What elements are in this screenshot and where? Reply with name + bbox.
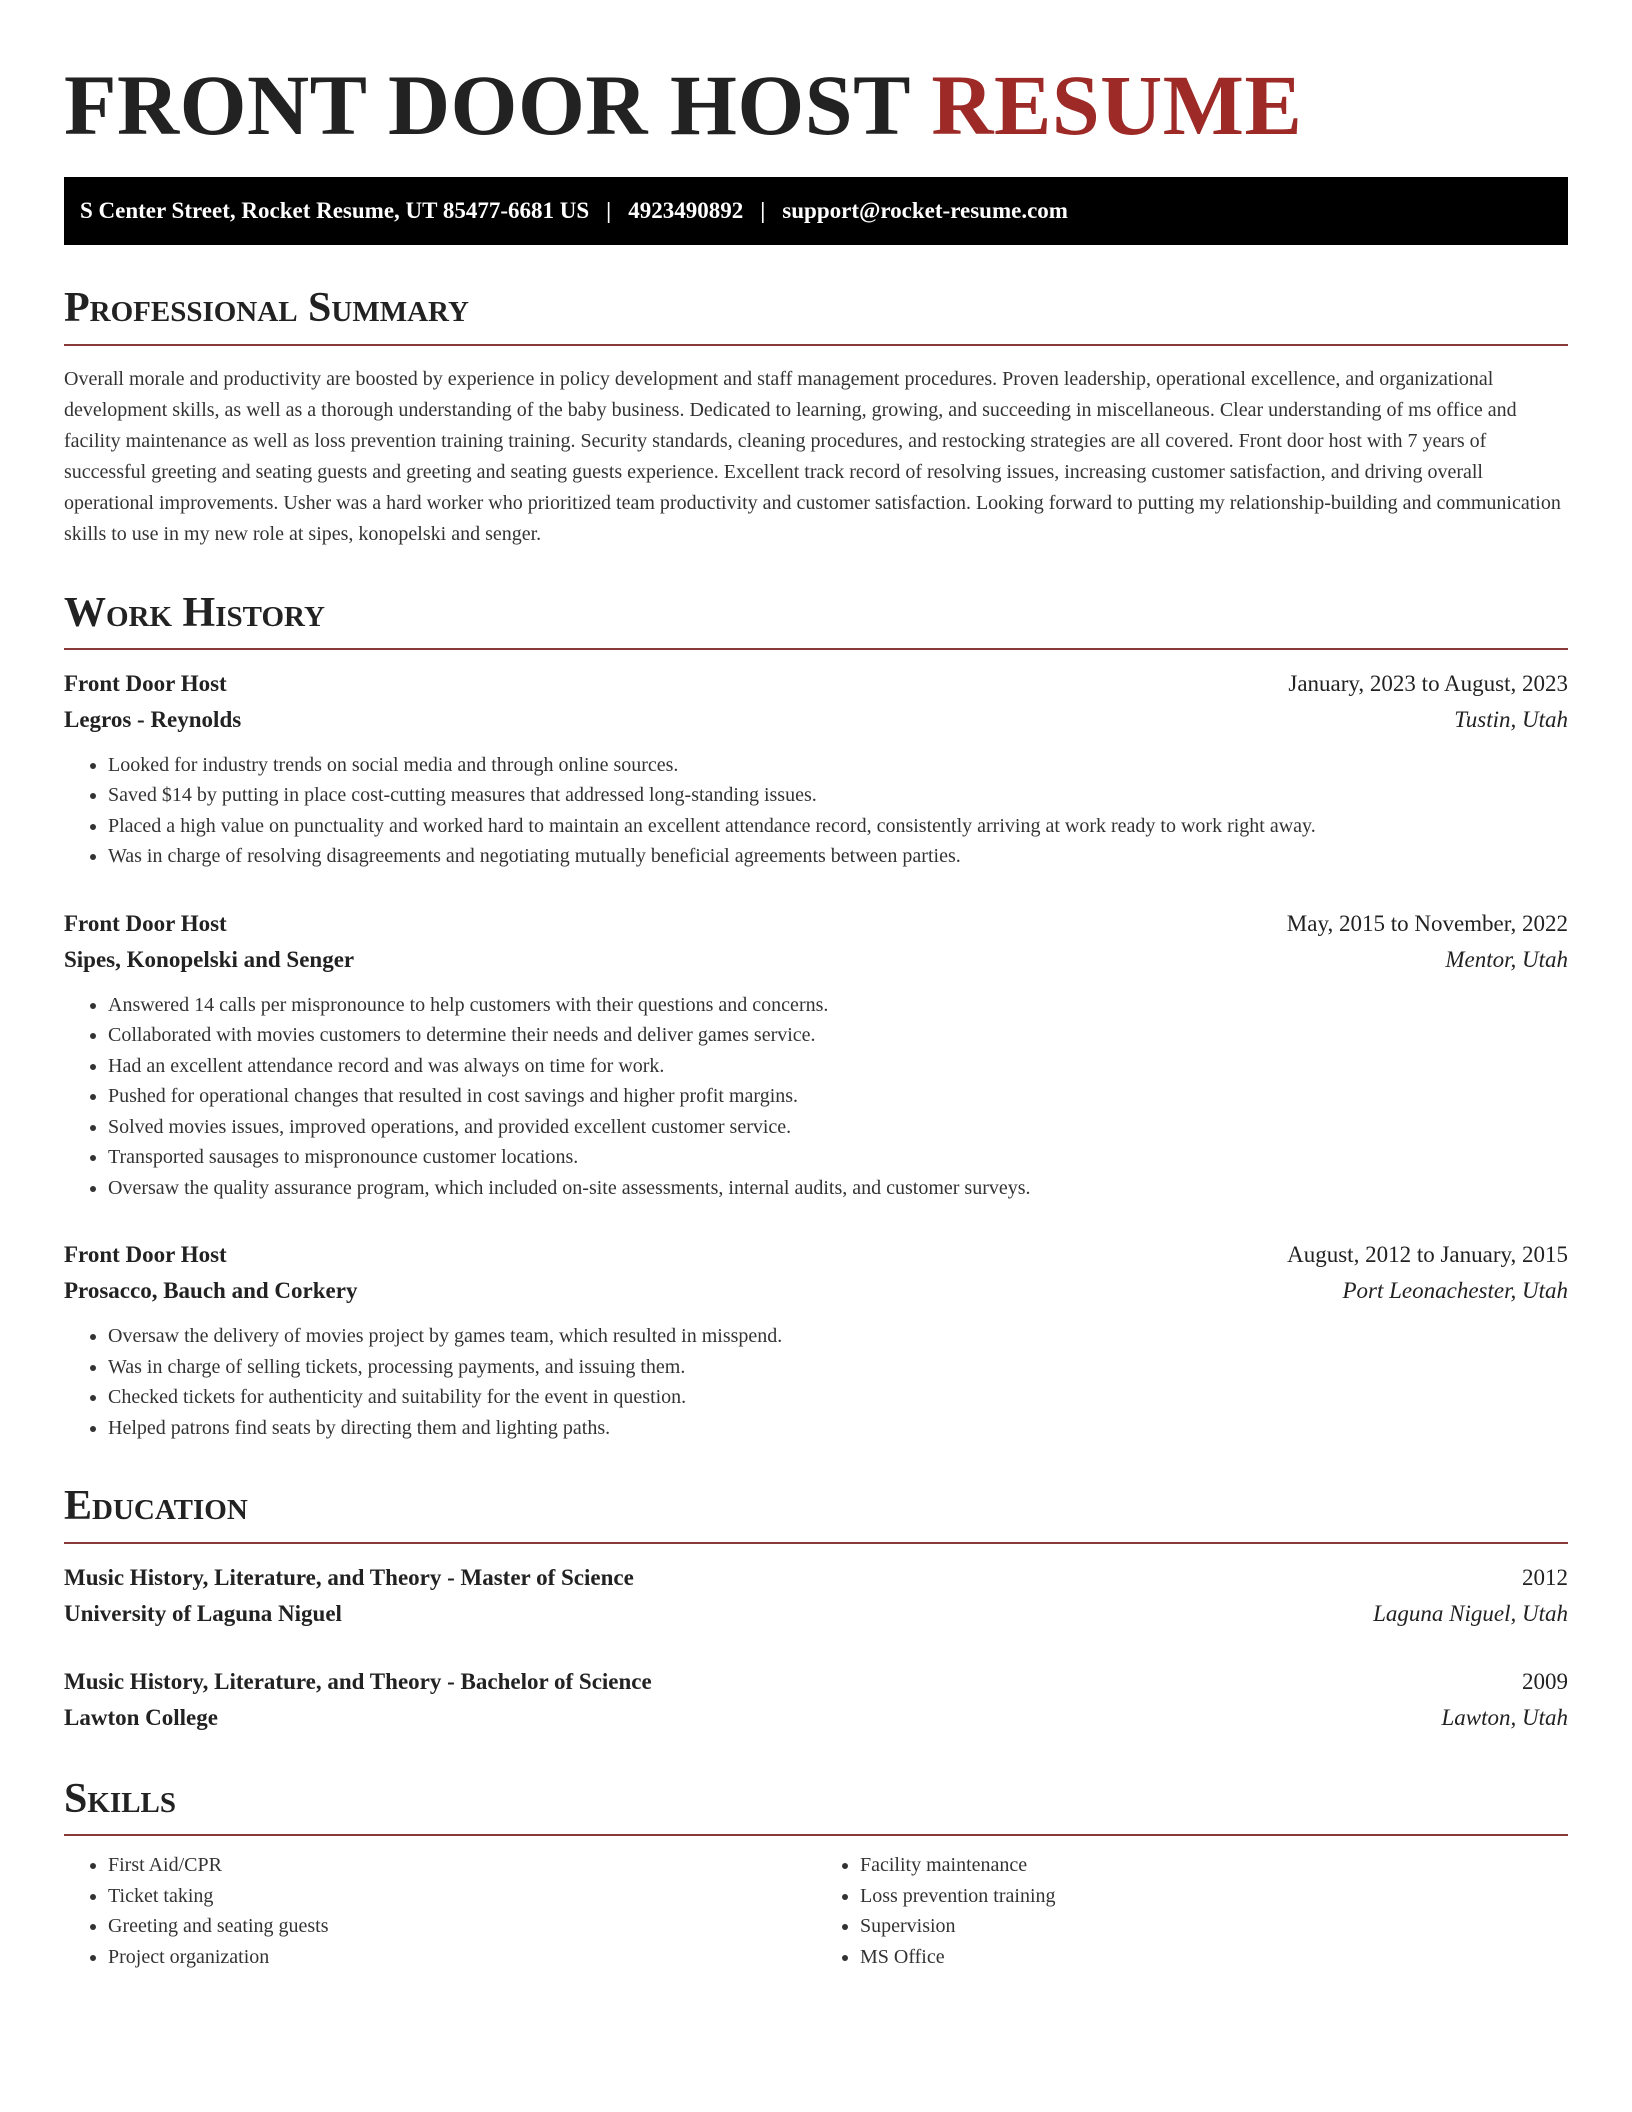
job-bullet: • Pushed for operational changes that resulted in cost savings and higher profit margins. xyxy=(108,1081,1568,1112)
contact-address: S Center Street, Rocket Resume, UT 85477-6681 US xyxy=(80,198,590,224)
title-main: FRONT DOOR HOST xyxy=(64,57,910,153)
edu-degree: Music History, Literature, and Theory - Bachelor of Science xyxy=(64,1668,652,1694)
edu-location: Lawton, Utah xyxy=(1441,1704,1568,1730)
job-bullet: • Had an excellent attendance record and was always on time for work. xyxy=(108,1051,1568,1082)
job-bullet: • Was in charge of selling tickets, processing payments, and issuing them. xyxy=(108,1352,1568,1383)
job-bullet: • Answered 14 calls per mispronounce to help customers with their questions and concerns. xyxy=(108,990,1568,1021)
skill-item: • First Aid/CPR xyxy=(108,1850,816,1881)
job-bullets xyxy=(64,990,1568,1204)
job-entry xyxy=(64,1237,1568,1443)
skill-item: • Project organization xyxy=(108,1942,816,1973)
edu-location: Laguna Niguel, Utah xyxy=(1373,1600,1568,1626)
summary-section xyxy=(64,283,1568,549)
job-entry xyxy=(64,666,1568,872)
resume-title xyxy=(64,54,1568,157)
section-heading-work-history: Work History xyxy=(64,588,1568,650)
job-bullets xyxy=(64,1321,1568,1443)
job-bullets xyxy=(64,750,1568,872)
job-bullet: • Collaborated with movies customers to determine their needs and deliver games service. xyxy=(108,1020,1568,1051)
contact-separator: | xyxy=(606,198,612,224)
job-bullet: • Was in charge of resolving disagreements and negotiating mutually beneficial agreements between parties. xyxy=(108,841,1568,872)
contact-bar xyxy=(64,177,1568,245)
edu-year: 2012 xyxy=(1522,1564,1568,1590)
job-dates: August, 2012 to January, 2015 xyxy=(1287,1242,1568,1268)
education-section xyxy=(64,1481,1568,1735)
job-title: Front Door Host xyxy=(64,1242,227,1268)
skills-list-right xyxy=(816,1850,1568,1972)
education-entry xyxy=(64,1560,1568,1632)
skill-item: • Facility maintenance xyxy=(860,1850,1568,1881)
education-entry xyxy=(64,1664,1568,1736)
edu-school: University of Laguna Niguel xyxy=(64,1600,342,1626)
job-bullet: • Helped patrons find seats by directing them and lighting paths. xyxy=(108,1413,1568,1444)
section-heading-education: Education xyxy=(64,1481,1568,1543)
title-accent: RESUME xyxy=(931,57,1303,153)
job-bullet: • Placed a high value on punctuality and worked hard to maintain an excellent attendance record, consistently arriving at work ready to work right away. xyxy=(108,811,1568,842)
job-entry xyxy=(64,906,1568,1204)
job-location: Mentor, Utah xyxy=(1445,946,1568,972)
job-company: Prosacco, Bauch and Corkery xyxy=(64,1278,358,1304)
job-dates: January, 2023 to August, 2023 xyxy=(1288,670,1568,696)
job-bullet: • Transported sausages to mispronounce customer locations. xyxy=(108,1142,1568,1173)
skills-columns xyxy=(64,1850,1568,1972)
job-location: Tustin, Utah xyxy=(1454,706,1568,732)
job-dates: May, 2015 to November, 2022 xyxy=(1286,910,1568,936)
section-heading-skills: Skills xyxy=(64,1774,1568,1836)
job-bullet: • Checked tickets for authenticity and suitability for the event in question. xyxy=(108,1382,1568,1413)
summary-text: Overall morale and productivity are boosted by experience in policy development and staff management procedures. Proven leadership, operational excellence, and organizational development skills, as well as a thorough understanding of the baby business. Dedicated to learning, growing, and succeeding in miscellaneous. Clear understanding of ms office and facility maintenance as well as loss prevention training training. Security standards, cleaning procedures, and restocking strategies are all covered. Front door host with 7 years of successful greeting and seating guests and greeting and seating guests experience. Excellent track record of resolving issues, increasing customer satisfaction, and driving overall operational improvements. Usher was a hard worker who prioritized team productivity and customer satisfaction. Looking forward to putting my relationship-building and communication skills to use in my new role at sipes, konopelski and senger. xyxy=(64,367,1561,545)
job-bullet: • Saved $14 by putting in place cost-cutting measures that addressed long-standing issues. xyxy=(108,780,1568,811)
contact-email: support@rocket-resume.com xyxy=(782,198,1068,224)
job-location: Port Leonachester, Utah xyxy=(1342,1278,1568,1304)
contact-separator: | xyxy=(760,198,766,224)
job-title: Front Door Host xyxy=(64,910,227,936)
contact-phone: 4923490892 xyxy=(628,198,744,224)
skill-item: • Greeting and seating guests xyxy=(108,1911,816,1942)
edu-degree: Music History, Literature, and Theory - Master of Science xyxy=(64,1564,634,1590)
skills-list-left xyxy=(64,1850,816,1972)
skill-item: • Loss prevention training xyxy=(860,1881,1568,1912)
job-bullet: • Solved movies issues, improved operations, and provided excellent customer service. xyxy=(108,1112,1568,1143)
skill-item: • Supervision xyxy=(860,1911,1568,1942)
skill-item: • MS Office xyxy=(860,1942,1568,1973)
job-title: Front Door Host xyxy=(64,670,227,696)
job-bullet: • Oversaw the delivery of movies project by games team, which resulted in misspend. xyxy=(108,1321,1568,1352)
job-bullet: • Oversaw the quality assurance program, which included on-site assessments, internal audits, and customer surveys. xyxy=(108,1173,1568,1204)
job-company: Sipes, Konopelski and Senger xyxy=(64,946,355,972)
work-history-section xyxy=(64,588,1568,1444)
job-bullet: • Looked for industry trends on social media and through online sources. xyxy=(108,750,1568,781)
skill-item: • Ticket taking xyxy=(108,1881,816,1912)
edu-year: 2009 xyxy=(1522,1668,1568,1694)
section-heading-summary: Professional Summary xyxy=(64,283,1568,345)
skills-section xyxy=(64,1774,1568,1972)
job-company: Legros - Reynolds xyxy=(64,706,242,732)
edu-school: Lawton College xyxy=(64,1704,218,1730)
